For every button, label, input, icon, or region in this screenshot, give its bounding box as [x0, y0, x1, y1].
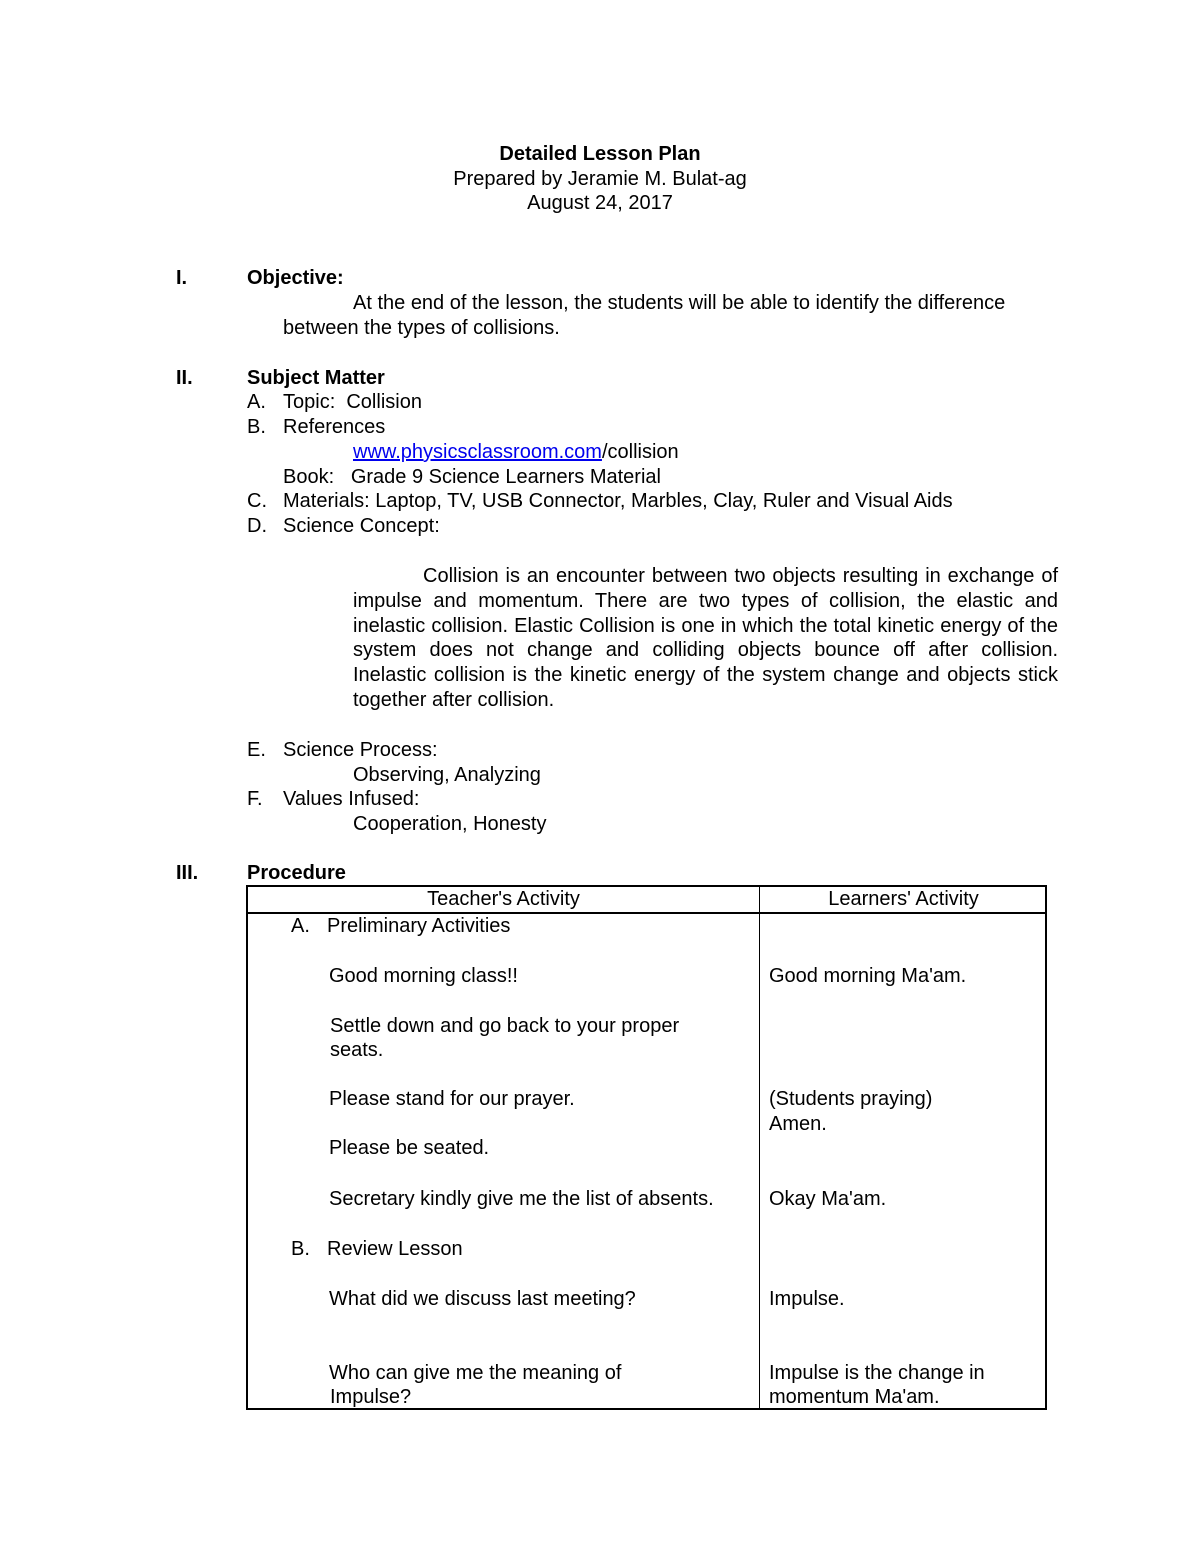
references-label: References [283, 416, 386, 438]
section-review-lesson: Review Lesson [327, 1238, 463, 1260]
section-a-letter: A. [291, 915, 310, 937]
teacher-last-meeting: What did we discuss last meeting? [329, 1288, 636, 1310]
document-title: Detailed Lesson Plan [499, 143, 701, 165]
learner-okay: Okay Ma'am. [769, 1188, 887, 1210]
learner-praying: (Students praying) [769, 1088, 933, 1110]
item-c-letter: C. [247, 490, 267, 512]
objective-line-1: At the end of the lesson, the students will be able to identify the difference [353, 292, 1006, 314]
values-infused-label: Values Infused: [283, 788, 420, 810]
objective-heading: Objective: [247, 267, 344, 289]
header-teacher-activity: Teacher's Activity [427, 888, 580, 910]
teacher-prayer: Please stand for our prayer. [329, 1088, 575, 1110]
item-d-letter: D. [247, 515, 267, 537]
teacher-impulse-meaning-2: Impulse? [330, 1386, 412, 1408]
book-reference: Book: Grade 9 Science Learners Material [283, 466, 661, 488]
prepared-by: Prepared by Jeramie M. Bulat-ag [453, 168, 747, 190]
science-concept-label: Science Concept: [283, 515, 440, 537]
objective-line-2: between the types of collisions. [283, 317, 560, 339]
header-learner-activity: Learners' Activity [828, 888, 979, 910]
procedure-heading: Procedure [247, 862, 346, 884]
table-column-divider [759, 887, 760, 1408]
values-infused-value: Cooperation, Honesty [353, 813, 547, 835]
learner-amen: Amen. [769, 1113, 827, 1135]
item-b-letter: B. [247, 416, 266, 438]
teacher-greeting: Good morning class!! [329, 965, 518, 987]
reference-url [353, 440, 679, 464]
section-preliminary-activities: Preliminary Activities [327, 915, 511, 937]
teacher-settle-down-2: seats. [330, 1039, 384, 1061]
procedure-numeral: III. [176, 862, 199, 884]
learner-impulse: Impulse. [769, 1288, 845, 1310]
lesson-date: August 24, 2017 [527, 192, 673, 214]
teacher-absents: Secretary kindly give me the list of absents. [329, 1188, 714, 1210]
subject-matter-numeral: II. [176, 367, 193, 389]
objective-numeral: I. [176, 267, 188, 289]
subject-matter-heading: Subject Matter [247, 367, 385, 389]
teacher-settle-down-1: Settle down and go back to your proper [330, 1015, 680, 1037]
teacher-be-seated: Please be seated. [329, 1137, 490, 1159]
science-process-label: Science Process: [283, 739, 438, 761]
learner-impulse-definition-1: Impulse is the change in [769, 1362, 985, 1384]
science-process-value: Observing, Analyzing [353, 764, 541, 786]
section-b-letter: B. [291, 1238, 310, 1260]
teacher-impulse-meaning-1: Who can give me the meaning of [329, 1362, 622, 1384]
procedure-table [246, 885, 1047, 1410]
item-a-letter: A. [247, 391, 266, 413]
materials-line: Materials: Laptop, TV, USB Connector, Marbles, Clay, Ruler and Visual Aids [283, 490, 953, 512]
reference-url-suffix: /collision [601, 441, 679, 463]
learner-impulse-definition-2: momentum Ma'am. [769, 1386, 940, 1408]
learner-greeting: Good morning Ma'am. [769, 965, 967, 987]
topic-line: Topic: Collision [283, 391, 422, 413]
item-e-letter: E. [247, 739, 266, 761]
science-concept-paragraph: Collision is an encounter between two objects resulting in exchange of impulse and momentum. There are two types of collision, the elastic and inelastic collision. Elastic Collision is one in which the total kinetic energy of the system does not change and colliding objects bounce off after collision. Inelastic collision is the kinetic energy of the system change and objects stick together after collision. [353, 565, 1058, 711]
item-f-letter: F. [247, 788, 263, 810]
reference-link[interactable]: www.physicsclassroom.com [353, 441, 602, 463]
